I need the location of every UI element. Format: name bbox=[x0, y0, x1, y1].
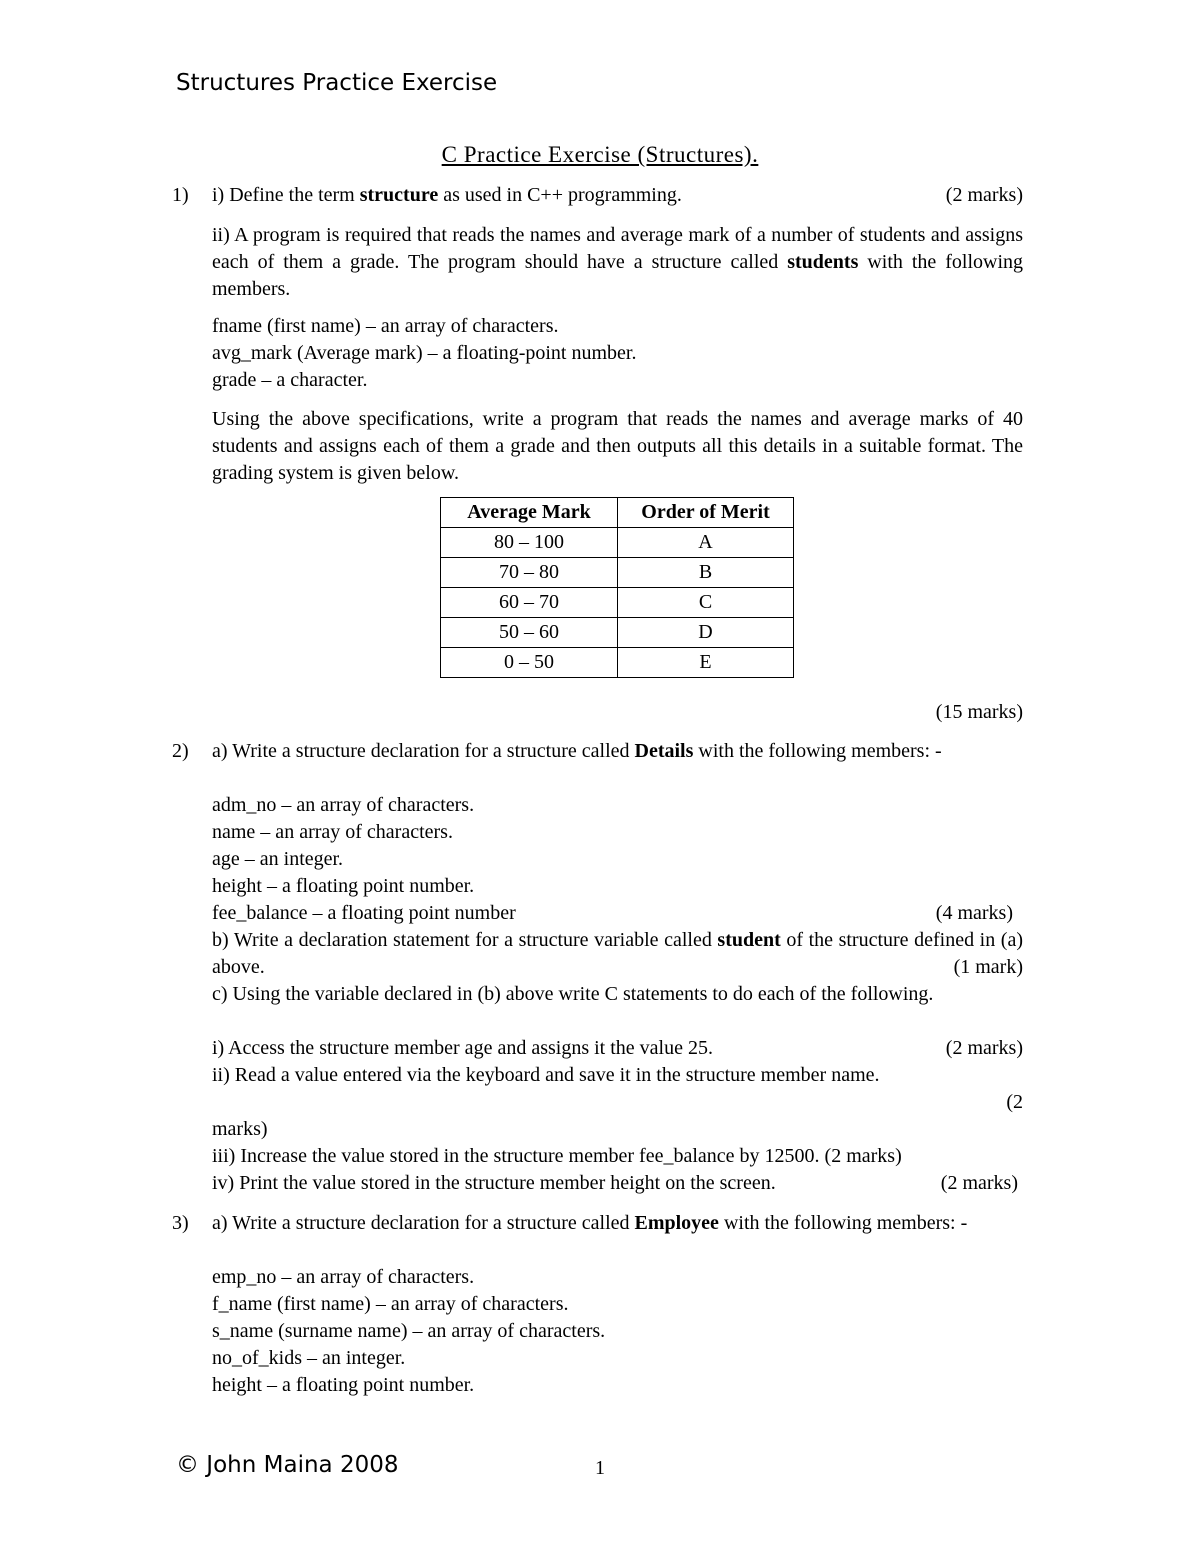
q1-member-list bbox=[212, 313, 1023, 394]
page-number: 1 bbox=[595, 1457, 605, 1479]
q2-c-i-text: i) Access the structure member age and assigns it the value 25. bbox=[212, 1037, 713, 1059]
table-cell: A bbox=[618, 528, 794, 558]
q2-c-ii-marks-close: marks) bbox=[212, 1118, 268, 1140]
list-item: s_name (surname name) – an array of characters. bbox=[212, 1320, 606, 1342]
q2-a-text-end: with the following members: - bbox=[693, 740, 942, 762]
question-number-1: 1) bbox=[172, 184, 189, 206]
table-row bbox=[441, 588, 794, 618]
table-row bbox=[441, 618, 794, 648]
q2-c-iv bbox=[212, 1170, 1018, 1197]
question-number-3: 3) bbox=[172, 1212, 189, 1234]
list-item: grade – a character. bbox=[212, 369, 368, 391]
footer-copyright: © John Maina 2008 bbox=[176, 1452, 399, 1478]
q2-c-i-marks: (2 marks) bbox=[945, 1037, 1023, 1059]
question-1-part-ii bbox=[212, 222, 1023, 303]
question-2-part-a bbox=[212, 738, 1023, 765]
list-item: no_of_kids – an integer. bbox=[212, 1347, 406, 1369]
table-cell: 70 – 80 bbox=[441, 558, 618, 588]
q2-a-marks: (4 marks) bbox=[935, 902, 1013, 924]
list-item: fee_balance – a floating point number bbox=[212, 902, 516, 924]
q2-c-iv-marks: (2 marks) bbox=[940, 1172, 1018, 1194]
q1-i-marks: (2 marks) bbox=[945, 184, 1023, 206]
table-cell: E bbox=[618, 648, 794, 678]
table-cell: C bbox=[618, 588, 794, 618]
table-header-row bbox=[441, 498, 794, 528]
table-row bbox=[441, 648, 794, 678]
q2-b-marks: (1 mark) bbox=[953, 956, 1023, 978]
q1-i-text-end: as used in C++ programming. bbox=[438, 184, 682, 206]
table-row bbox=[441, 558, 794, 588]
list-item: height – a floating point number. bbox=[212, 875, 475, 897]
q1-specification: Using the above specifications, write a program that reads the names and average marks of 40 students and assigns each of them a grade and then outputs all this details in a suitable format. The grading system is given below. bbox=[212, 408, 1023, 484]
q2-c-iii bbox=[212, 1143, 1023, 1170]
grading-table bbox=[440, 497, 794, 678]
q2-b-text-end: of the structure defined in (a) above. bbox=[212, 929, 1023, 978]
q1-ii-text: ii) A program is required that reads the names and average mark of a number of students and assigns each of them a grade. The program should have a structure called bbox=[212, 224, 1023, 273]
list-item: fname (first name) – an array of characters. bbox=[212, 315, 559, 337]
q2-c-ii-marks-open: (2 bbox=[1006, 1091, 1023, 1113]
q2-last-member-row bbox=[212, 900, 1013, 927]
question-2-part-c: c) Using the variable declared in (b) above write C statements to do each of the following. bbox=[212, 983, 934, 1005]
list-item: height – a floating point number. bbox=[212, 1374, 475, 1396]
list-item: avg_mark (Average mark) – a floating-point number. bbox=[212, 342, 637, 364]
q2-c-iii-text: iii) Increase the value stored in the structure member fee_balance by 12500. (2 marks) bbox=[212, 1145, 902, 1167]
question-1-part-i bbox=[212, 182, 1023, 209]
q2-a-text: a) Write a structure declaration for a structure called bbox=[212, 740, 635, 762]
table-row bbox=[441, 528, 794, 558]
table-header-average-mark: Average Mark bbox=[441, 498, 618, 528]
table-header-order-of-merit: Order of Merit bbox=[618, 498, 794, 528]
table-cell: D bbox=[618, 618, 794, 648]
table-cell: B bbox=[618, 558, 794, 588]
list-item: adm_no – an array of characters. bbox=[212, 794, 475, 816]
table-cell: 50 – 60 bbox=[441, 618, 618, 648]
q2-c-ii bbox=[212, 1062, 1023, 1143]
q3-a-keyword: Employee bbox=[634, 1212, 719, 1234]
q2-b-text: b) Write a declaration statement for a structure variable called bbox=[212, 929, 718, 951]
q3-a-text: a) Write a structure declaration for a structure called bbox=[212, 1212, 635, 1234]
list-item: age – an integer. bbox=[212, 848, 344, 870]
list-item: name – an array of characters. bbox=[212, 821, 453, 843]
q1-i-text: i) Define the term bbox=[212, 184, 360, 206]
q2-a-keyword: Details bbox=[634, 740, 694, 762]
document-title: C Practice Exercise (Structures). bbox=[441, 142, 759, 167]
question-3-part-a bbox=[212, 1210, 1023, 1237]
question-number-2: 2) bbox=[172, 740, 189, 762]
q1-ii-text-end: with the following members. bbox=[212, 251, 1024, 300]
q1-marks: (15 marks) bbox=[935, 701, 1023, 723]
q2-member-list bbox=[212, 792, 1023, 900]
list-item: emp_no – an array of characters. bbox=[212, 1266, 475, 1288]
q3-member-list bbox=[212, 1264, 1023, 1399]
q2-c-i bbox=[212, 1035, 1023, 1062]
q3-a-text-end: with the following members: - bbox=[718, 1212, 968, 1234]
table-cell: 60 – 70 bbox=[441, 588, 618, 618]
page-header: Structures Practice Exercise bbox=[176, 70, 498, 96]
list-item: f_name (first name) – an array of characters. bbox=[212, 1293, 569, 1315]
q1-i-keyword: structure bbox=[359, 184, 439, 206]
table-cell: 0 – 50 bbox=[441, 648, 618, 678]
q2-b-keyword: student bbox=[717, 929, 781, 951]
q2-c-iv-text: iv) Print the value stored in the structure member height on the screen. bbox=[212, 1172, 776, 1194]
table-cell: 80 – 100 bbox=[441, 528, 618, 558]
q1-ii-keyword: students bbox=[787, 251, 859, 273]
q2-c-ii-text: ii) Read a value entered via the keyboard and save it in the structure member name. bbox=[212, 1064, 880, 1086]
